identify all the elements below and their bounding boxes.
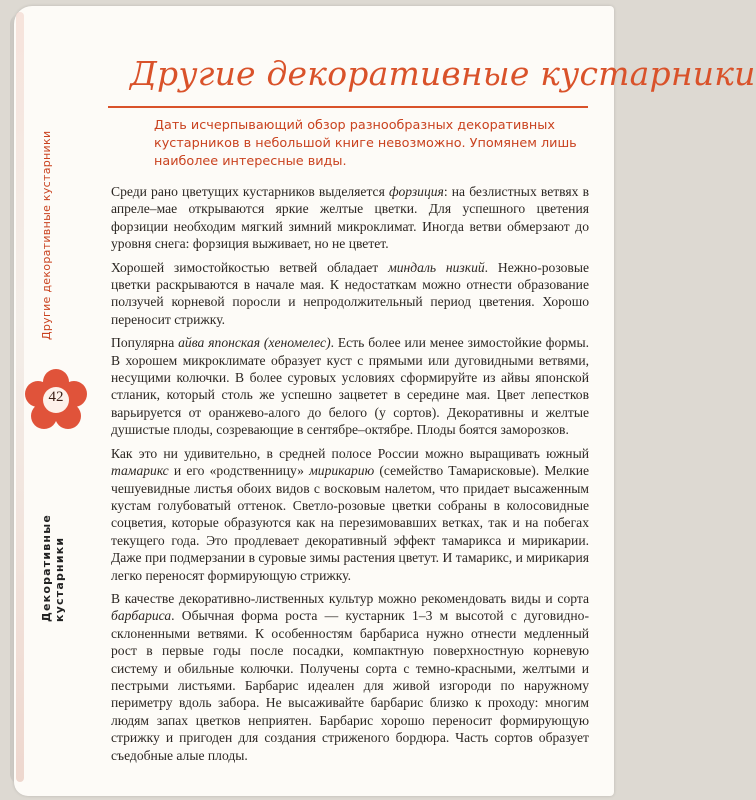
body-text <box>111 183 589 770</box>
paragraph-text: и его «родственницу» <box>168 463 310 479</box>
paragraph-text: : на безлистных ветвях в апреле–мае открываются яркие желтые цветки. Для успешного цветения форзиции необходим мягкий зимний микроклимат. Иногда ветви обмерзают до уровня снега: форзиция выживает, но не цветет. <box>111 184 589 252</box>
paragraph-text: . Нежно-розовые цветки раскрываются в начале мая. К недостаткам можно отнести образование ползучей корневой поросли и непродолжительный период цветения. Хорошо переносит стрижку. <box>111 259 589 327</box>
paragraph-text: В качестве декоративно-лиственных культур можно рекомендовать виды и сорта <box>111 590 589 606</box>
paragraph-text: Среди рано цветущих кустарников выделяется <box>111 184 389 199</box>
paragraph-text: Как это ни удивительно, в средней полосе России можно выращивать южный <box>111 445 589 461</box>
title-underline <box>108 106 588 108</box>
page-number: 42 <box>48 389 64 405</box>
side-chapter-label: Декоративные кустарники <box>40 513 66 622</box>
body-paragraph <box>111 590 589 764</box>
plant-name: мирикарию <box>309 463 375 479</box>
plant-name: миндаль низкий <box>388 259 485 275</box>
body-paragraph <box>111 334 589 438</box>
plant-name: форзиция <box>388 184 444 199</box>
body-paragraph <box>111 183 589 253</box>
page-title: Другие декоративные кустарники <box>130 54 756 93</box>
plant-name: барбариса <box>111 608 172 624</box>
plant-name: тамарикс <box>111 463 169 479</box>
body-paragraph <box>111 259 589 329</box>
paragraph-text: Популярна <box>111 335 179 351</box>
plant-name: айва японская (хеномелес) <box>178 335 331 351</box>
body-paragraph <box>111 445 589 584</box>
page-side-strip <box>16 12 24 782</box>
lead-paragraph: Дать исчерпывающий обзор разнообразных декоративных кустарников в небольшой книге невозможно. Упомянем лишь наиболее интересные виды. <box>154 118 577 169</box>
paragraph-text: . Есть более или менее зимостойкие формы. В хорошем микроклимате образует куст с прямыми или дуговидными ветвями, несущими колючки. В более суровых условиях сформируйте из айвы японской стланик, который столь же успешно зацветет в середине мая. Цвет лепестков варьируется от оранжево-алого до белого (у сортов). Декоративны и желтые душистые плоды, созревающие в сентябре–октябре. Плоды боятся заморозков. <box>111 335 589 438</box>
paragraph-text: Хорошей зимостойкостью ветвей обладает <box>111 259 389 275</box>
paragraph-text: (семейство Тамарисковые). Мелкие чешуевидные листья обоих видов с восковым налетом, что придает высаженным кустам голубоватый оттенок. Светло-розовые цветки собраны в колосовидные соцветия, которые образуются как на перезимовавших ветках, так и на побегах текущего года. Это продлевает декоративный эффект тамарикса и мирикарии. Даже при подмерзании в суровые зимы растения цветут. И тамарикс, и мирикария легко переносят формирующую стрижку. <box>111 463 589 583</box>
paragraph-text: . Обычная форма роста — кустарник 1–3 м высотой с дуговидно-склоненными ветвями. К особенностям барбариса нужно отнести медленный рост в первые годы после посадки, компактную поверхностную корневую систему и обильные колючки. Получены сорта с темно-красными, желтыми и пестрыми листьями. Барбарис идеален для живой изгороди по наружному периметру вдоль забора. Не высаживайте барбарис близко к проходу: многим людям запах цветков неприятен. Барбарис хорошо переносит формирующую стрижку и пригоден для создания стриженого бордюра. Часть сортов образует съедобные алые плоды. <box>111 608 589 763</box>
side-section-label: Другие декоративные кустарники <box>40 130 53 340</box>
